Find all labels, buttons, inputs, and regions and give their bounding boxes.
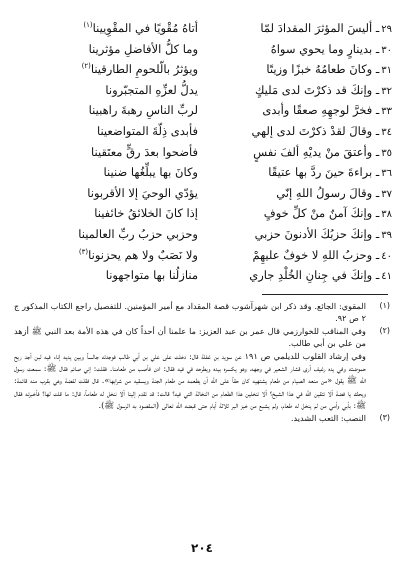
verse-text: ولا نَصَبٌ ولا هم يحزنونا [88, 247, 198, 262]
verse-text: يؤدّي الوحيَ إلا الأقربونا [87, 185, 198, 200]
verse-text: ـ بدينارٍ وما يحوي سواهُ [270, 41, 380, 56]
verse-row [14, 162, 392, 183]
verse-second-hemistich [14, 265, 198, 286]
verse-number: ٣٤ [381, 126, 392, 138]
verse-row [14, 59, 392, 80]
verse-number: ٣٣ [381, 106, 392, 118]
footnote-body [14, 300, 366, 325]
verse-row [14, 245, 392, 266]
verse-second-hemistich [14, 224, 198, 245]
verse-first-hemistich [212, 265, 392, 286]
verse-row [14, 100, 392, 121]
page-number: ٢٠٤ [191, 541, 213, 555]
footnote-reference: (١) [83, 21, 93, 30]
verse-text: ـ وأعتقَ منْ يديْهِ ألفَ نفسٍ [253, 144, 380, 159]
verse-text: وحزبي حزبُ ربِّ العالمينا [78, 226, 198, 241]
verse-text: ـ وكانَ طعامُهُ خبزًا وزيتًا [266, 62, 380, 77]
footnote-paragraph: وفي المناقب للخوارزمي قال عمر بن عبد العزيز: ما علمنا أن أحداً كان في هذه الأمة بعد النبي ﷺ أزهد من علي بن أبي طالب. [14, 325, 366, 349]
footnote-marker: (٢) [379, 325, 390, 335]
verse-row [14, 203, 392, 224]
verse-text: ويؤثرُ بالّلحومِ الطارقينا [90, 62, 198, 77]
verse-text: إذا كانَ الخلائقُ خائفينا [94, 206, 198, 221]
footnote-body [14, 412, 366, 424]
verse-second-hemistich [14, 245, 198, 266]
verse-text: وما كلُّ الأفاضلِ مؤثرينا [88, 41, 198, 56]
verse-first-hemistich [212, 224, 392, 245]
verse-text: ـ وإنكَ آمنٌ منْ كلِّ خوفٍ [263, 206, 380, 221]
verse-row [14, 224, 392, 245]
verse-text: ـ وقالَ رسولُ اللهِ إنّي [276, 185, 380, 200]
verse-second-hemistich [14, 121, 198, 142]
verse-number: ٢٩ [381, 24, 392, 35]
footnote-marker: (١) [379, 301, 390, 310]
verse-second-hemistich [14, 100, 198, 121]
verse-text: فأضحوا بعدَ رقٍّ معتَقينا [91, 144, 198, 159]
verse-number: ٣٢ [381, 85, 392, 97]
verse-first-hemistich [212, 203, 392, 224]
verse-text: ـ وإنكَ في جِنانِ الخُلْدِ جاري [249, 268, 380, 283]
verse-text: ـ أليسَ المؤثرَ المقدادَ لمّا [260, 21, 380, 35]
verse-text: منازلُنا بها متواجهونا [105, 268, 198, 283]
verse-row [14, 18, 392, 39]
verse-number: ٤٠ [381, 250, 392, 262]
verse-first-hemistich [212, 39, 392, 60]
footnote-paragraph: النصب: التعب الشديد. [290, 412, 366, 423]
verse-row [14, 183, 392, 204]
verse-row [14, 265, 392, 286]
footnote-separator [262, 294, 388, 295]
verse-text: ـ وقالَ لقدْ ذكرْتَ لدى إلهي [251, 123, 380, 138]
verse-row [14, 39, 392, 60]
verse-text: يدلُّ لعزِّهِ المتجبّرونا [105, 82, 198, 97]
footnote [14, 412, 390, 424]
verse-second-hemistich [14, 18, 198, 39]
verse-second-hemistich [14, 162, 198, 183]
verse-first-hemistich [212, 80, 392, 101]
verse-number: ٣٧ [381, 188, 392, 200]
verse-text: وكانَ بها يبلِّغُها ضنينا [103, 165, 198, 180]
verse-text: فأبدى ذِلّةَ المتواضعينا [96, 123, 198, 138]
verse-text: ـ وإنكَ قد ذكرْتَ لدى مَليكٍ [254, 82, 380, 97]
verse-first-hemistich [212, 245, 392, 266]
verse-number: ٣٥ [381, 147, 392, 159]
verse-first-hemistich [212, 121, 392, 142]
footnote-paragraph: المقوي: الجائع. وقد ذكر ابن شهرآشوب قصة المقداد مع أمير المؤمنين. للتفصيل راجع الكتاب المذكور ج ٢ ص ٩٢. [14, 301, 366, 324]
footnote [14, 300, 390, 325]
verse-text: ـ وحزبُ اللهِ لا خوفٌ عليهِمْ [252, 247, 380, 262]
poem-verses [14, 18, 392, 286]
verse-text: ـ وإنكَ حزبُكَ الأدنونَ حزبي [254, 226, 380, 241]
footnote [14, 325, 390, 412]
verse-first-hemistich [212, 59, 392, 80]
verse-text: لربِّ الناسِ رهبةَ راهبينا [88, 103, 198, 118]
verse-first-hemistich [212, 142, 392, 163]
verse-second-hemistich [14, 59, 198, 80]
verse-text: ـ فخرَّ لوجهِهِ صعقًا وأبدى [262, 103, 380, 118]
verse-first-hemistich [212, 100, 392, 121]
verse-first-hemistich [212, 162, 392, 183]
footnote-body [14, 325, 366, 412]
verse-first-hemistich [212, 183, 392, 204]
verse-second-hemistich [14, 203, 198, 224]
footnote-reference: (٢) [81, 62, 91, 71]
footnote-reference: (٣) [78, 247, 89, 256]
verse-row [14, 121, 392, 142]
footnotes [14, 300, 390, 424]
verse-number: ٣٠ [381, 44, 392, 56]
verse-second-hemistich [14, 142, 198, 163]
verse-number: ٣٨ [381, 209, 392, 221]
verse-text: ـ براءةَ حينَ ردَّ بها عتيقًا [268, 165, 380, 180]
verse-second-hemistich [14, 80, 198, 101]
verse-second-hemistich [14, 39, 198, 60]
footnote-marker: (٣) [379, 412, 390, 422]
verse-number: ٣٩ [381, 229, 392, 241]
verse-number: ٣٦ [381, 168, 392, 180]
verse-number: ٤١ [381, 271, 392, 283]
footnote-paragraph: وفي إرشاد القلوب للديلمي ص ١٩١ عن سويد بن غفلة قال: دخلت على علي بن أبي طالب فوجدته جالساً وبين يديه إناء فيه لبن أجد ريح حموضته وفي يده رغيف أرى قشار الشعير في وجهه، وهو يكسره بيده ويطرحه في فيه فقال: ادن فأصب من طعامنا. فقلت: إني صائم فقال ﷺ: سمعت رسول الله ﷺ يقول «من منعه الصيام من طعام يشتهيه كان حقاً على الله أن يطعمه من طعام الجنة ويسقيه من شرابها». قال فقلت لفضة وهي بقرب منه قائمة: ويحك يا فضة ألا تتقين الله في هذا الشيخ؟ ألا تنخلين هذا الطعام من النخالة التي فيه؟ قالت: قد تقدم إلينا ألا ننخل له طعاماً، قال: ما قلت لها؟ فأخبرته فقال ﷺ: بأبي وأمي من لم ينخل له طعام، ولم يشبع من خبز البر ثلاثة أيام حتى قبضه الله تعالى (المقصود به الرسول ﷺ). [14, 350, 366, 411]
verse-row [14, 142, 392, 163]
verse-first-hemistich [212, 18, 392, 39]
verse-text: أتاهُ مُقْويًا في المقْوِيينا [92, 21, 198, 35]
verse-second-hemistich [14, 183, 198, 204]
verse-row [14, 80, 392, 101]
verse-number: ٣١ [381, 65, 392, 77]
